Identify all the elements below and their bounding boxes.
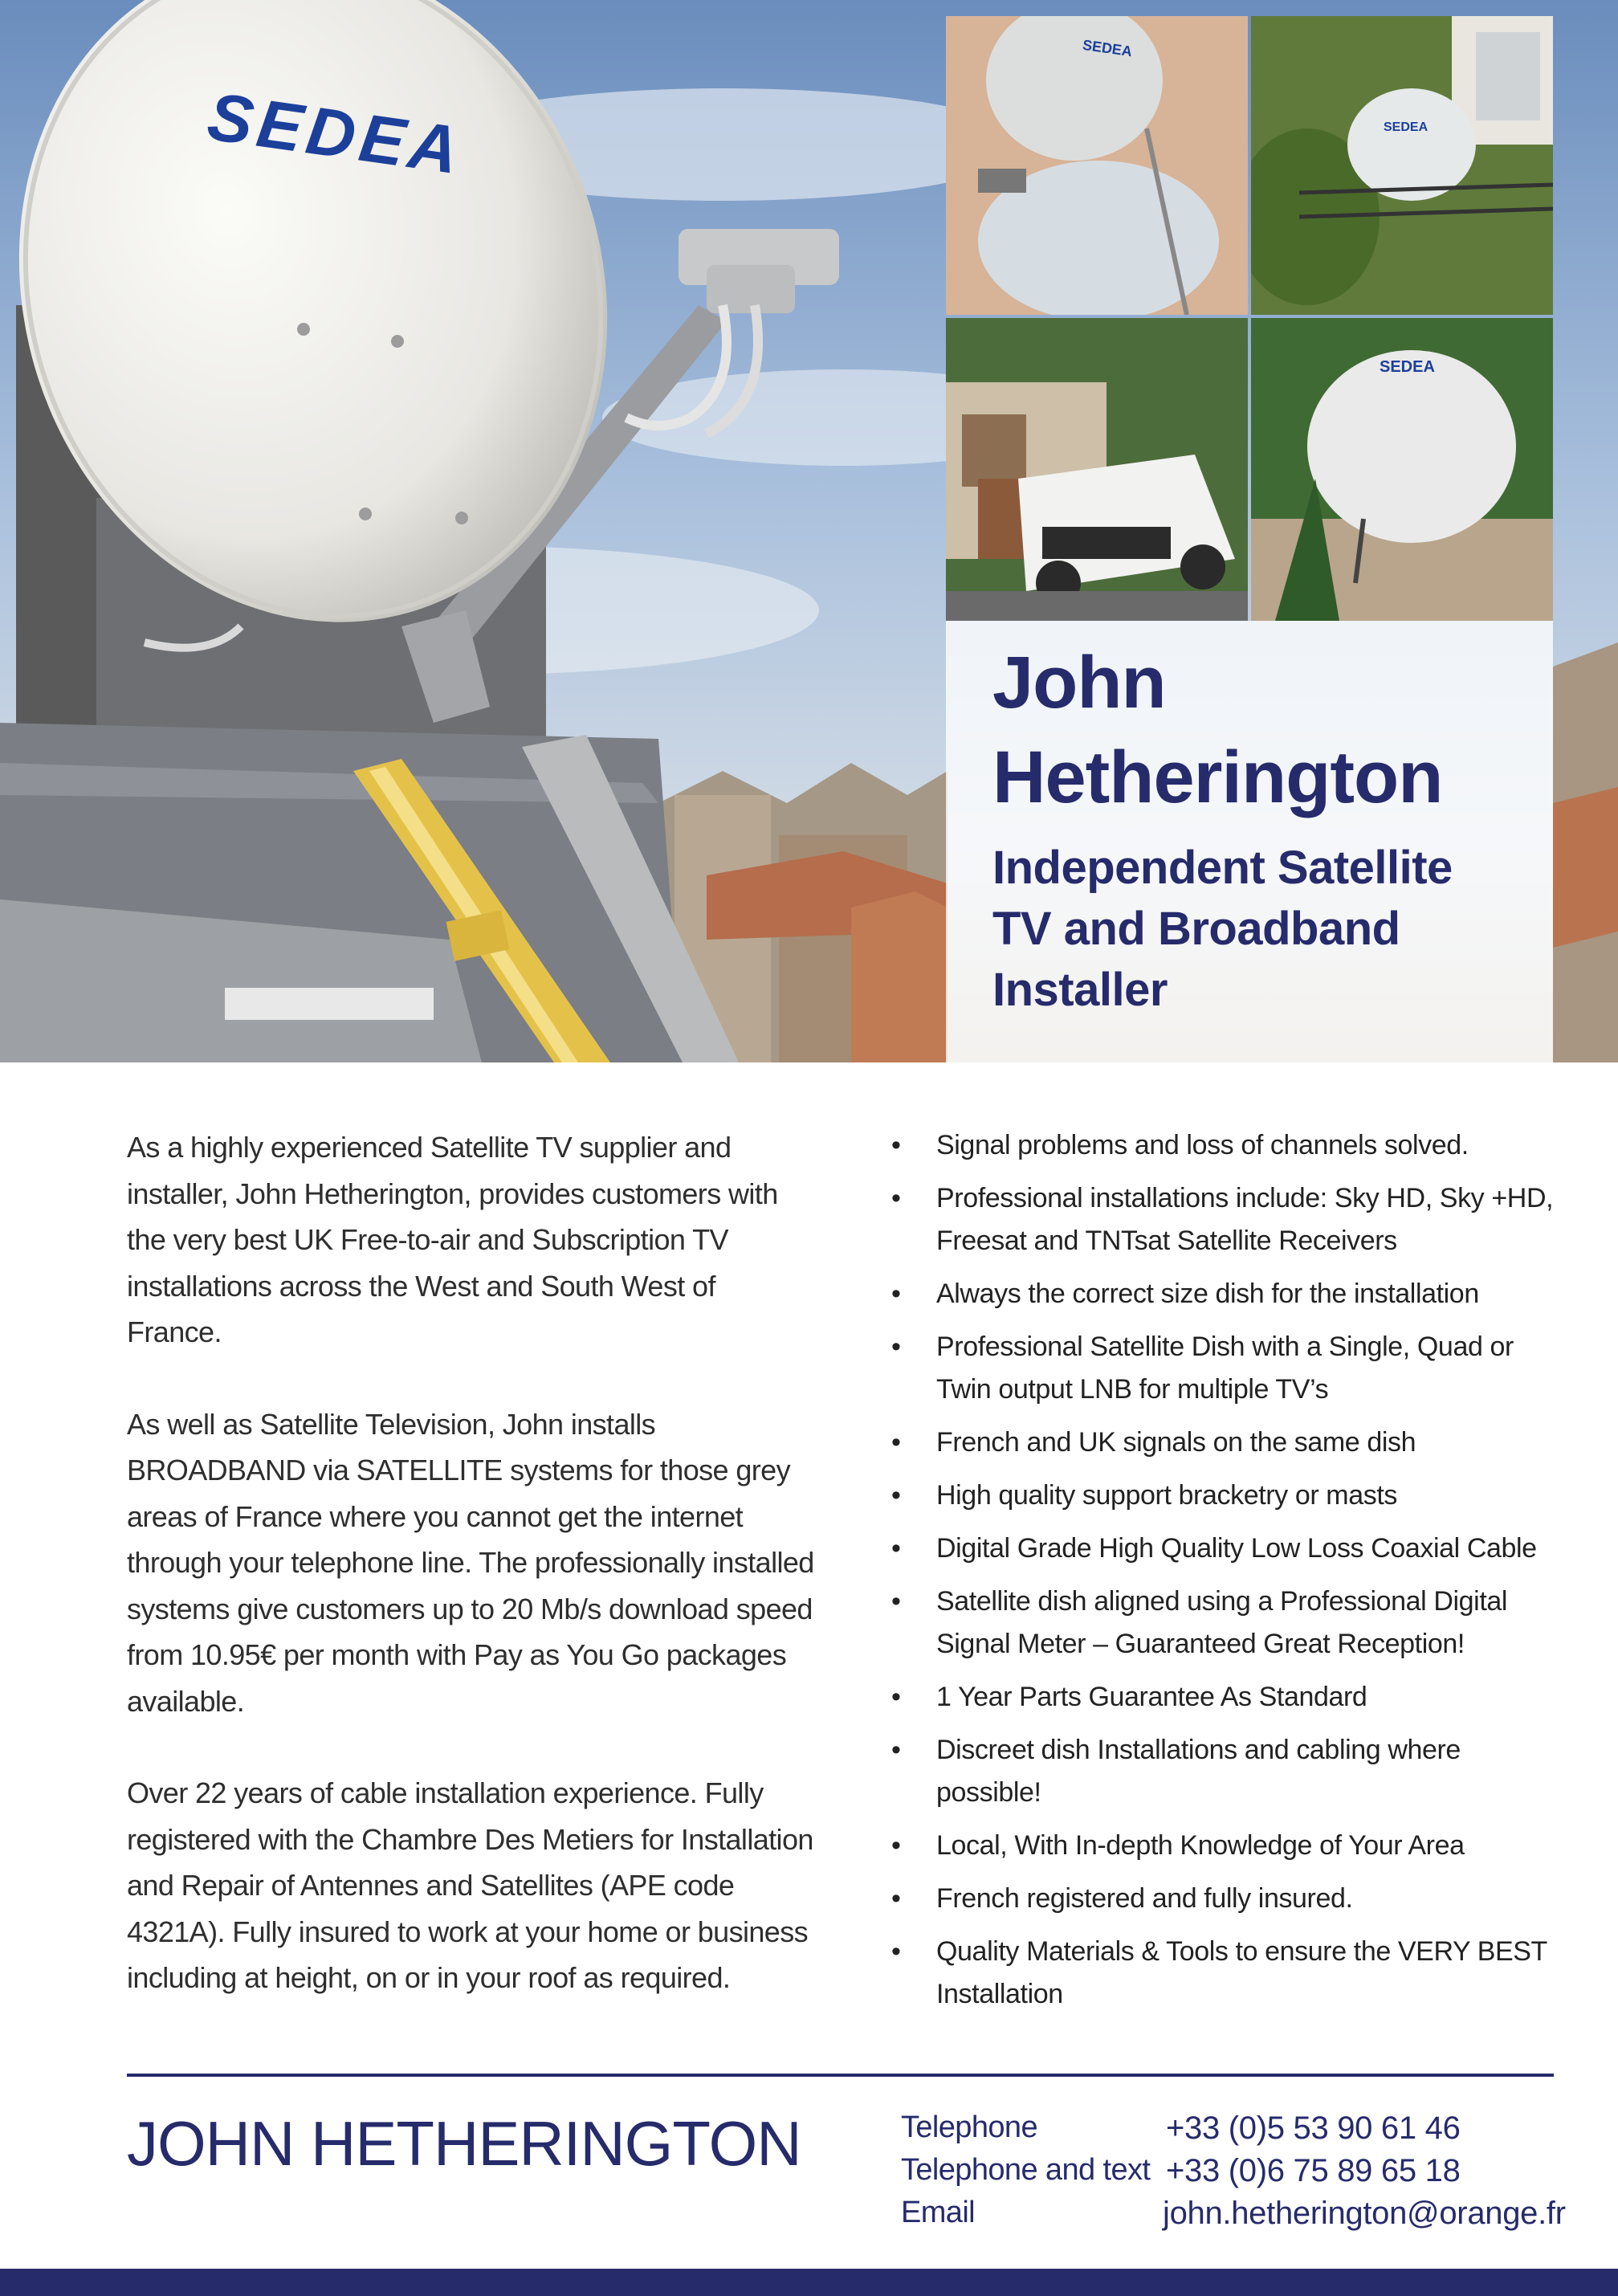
- collage-brand-logo-3: SEDEA: [1380, 358, 1435, 376]
- footer-divider: [127, 2074, 1554, 2077]
- feature-item: • 1 Year Parts Guarantee As Standard: [891, 1676, 1566, 1719]
- bullet-icon: •: [891, 1130, 901, 1160]
- collage-brand-logo-2: SEDEA: [1384, 120, 1428, 134]
- bullet-icon: •: [891, 1586, 901, 1617]
- collage-photo-ground-mounted-dish: [1251, 318, 1553, 621]
- tagline-line-2: TV and Broadband: [992, 903, 1400, 955]
- features-list: [891, 1124, 1566, 2026]
- title-name-last: Hetherington: [992, 736, 1443, 818]
- hero-photo: [0, 0, 1618, 1062]
- email-address-link[interactable]: john.hetherington@orange.fr: [1163, 2196, 1566, 2231]
- tagline-line-1: Independent Satellite: [992, 842, 1453, 894]
- feature-item: • Professional Satellite Dish with a Single, Quad or Twin output LNB for multiple TV’s: [891, 1326, 1566, 1411]
- title-panel: [946, 621, 1553, 1062]
- bullet-icon: •: [891, 1533, 901, 1564]
- bullet-icon: •: [891, 1883, 901, 1914]
- collage-photo-installer-van: [946, 318, 1248, 621]
- bullet-icon: •: [891, 1427, 901, 1458]
- feature-item: • Quality Materials & Tools to ensure the VERY BEST Installation: [891, 1931, 1566, 2016]
- collage-photo-dish-on-wall: [946, 16, 1248, 315]
- telephone-number[interactable]: +33 (0)5 53 90 61 46: [1166, 2110, 1461, 2146]
- email-label: Email: [901, 2196, 976, 2229]
- feature-item: • French and UK signals on the same dish: [891, 1421, 1566, 1464]
- feature-item: • Local, With In-depth Knowledge of Your Area: [891, 1825, 1566, 1867]
- footer-name: JOHN HETHERINGTON: [127, 2108, 801, 2179]
- telephone-and-text-label: Telephone and text: [901, 2153, 1151, 2187]
- bullet-icon: •: [891, 1936, 901, 1967]
- feature-item: • High quality support bracketry or masts: [891, 1474, 1566, 1517]
- contact-telephone-row: [901, 2110, 1567, 2153]
- title-tagline: [992, 836, 1553, 1022]
- bullet-icon: •: [891, 1735, 901, 1765]
- feature-item: • Signal problems and loss of channels solved.: [891, 1124, 1566, 1167]
- contact-text-row: [901, 2153, 1567, 2196]
- bullet-icon: •: [891, 1332, 901, 1362]
- bullet-icon: •: [891, 1480, 901, 1511]
- feature-item: • Discreet dish Installations and cabling where possible!: [891, 1729, 1566, 1814]
- photo-collage: [946, 16, 1553, 621]
- mobile-number[interactable]: +33 (0)6 75 89 65 18: [1166, 2153, 1461, 2188]
- feature-item: • Always the correct size dish for the installation: [891, 1273, 1566, 1315]
- bullet-icon: •: [891, 1682, 901, 1712]
- collage-photo-dish-in-garden: [1251, 16, 1553, 315]
- feature-item: • Satellite dish aligned using a Professional Digital Signal Meter – Guaranteed Great Reception!: [891, 1580, 1566, 1666]
- intro-paragraph-credentials: Over 22 years of cable installation experience. Fully registered with the Chambre Des Metiers for Installation and Repair of Antennes and Satellites (APE code 4321A). Fully insured to work at your home or business including at height, on or in your roof as required.: [127, 1776, 813, 1994]
- feature-item: • Digital Grade High Quality Low Loss Coaxial Cable: [891, 1527, 1566, 1570]
- title-name-first: John: [992, 642, 1166, 724]
- collage-brand-logo-1: SEDEA: [1081, 36, 1134, 60]
- intro-text: [127, 1124, 817, 2047]
- bullet-icon: •: [891, 1279, 901, 1309]
- telephone-label: Telephone: [901, 2110, 1037, 2144]
- intro-paragraph-broadband: As well as Satellite Television, John installs BROADBAND via SATELLITE systems for those grey areas of France where you cannot get the internet through your telephone line. The professionally installed systems give customers up to 20 Mb/s download speed from 10.95€ per month with Pay as You Go packages available.: [127, 1407, 814, 1718]
- bullet-icon: •: [891, 1830, 901, 1861]
- feature-item: • Professional installations include: Sky HD, Sky +HD, Freesat and TNTsat Satellite Receivers: [891, 1177, 1566, 1262]
- main-dish-brand-logo: SEDEA: [203, 78, 468, 189]
- bullet-icon: •: [891, 1183, 901, 1213]
- contact-details: [901, 2110, 1567, 2238]
- contact-email-row: [901, 2196, 1567, 2238]
- feature-item: • French registered and fully insured.: [891, 1878, 1566, 1920]
- bottom-bar: [0, 2269, 1618, 2296]
- intro-paragraph-experience: As a highly experienced Satellite TV supplier and installer, John Hetherington, provides customers with the very best UK Free-to-air and Subscription TV installations across the West and South West of France.: [127, 1131, 778, 1348]
- tagline-line-3: Installer: [992, 964, 1168, 1016]
